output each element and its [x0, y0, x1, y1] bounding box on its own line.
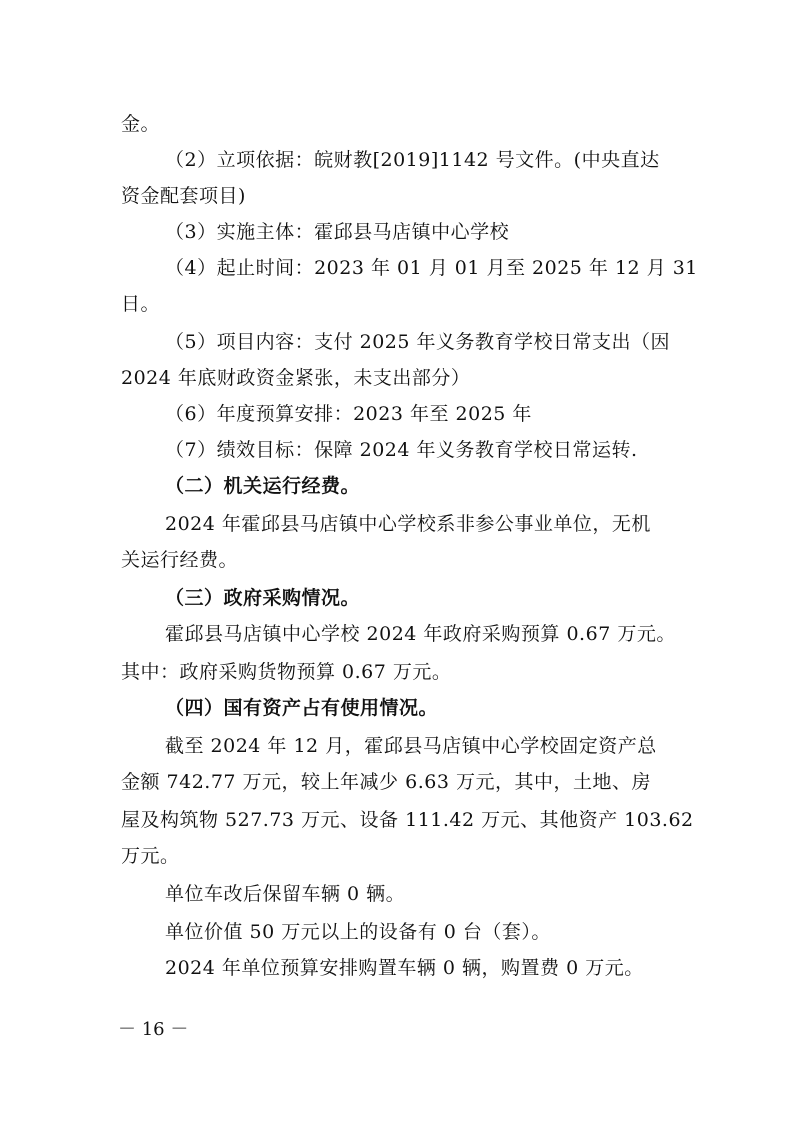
text-line-equipment: 单位价值 50 万元以上的设备有 0 台（套）。 [165, 921, 551, 943]
text-line-period: （4）起止时间：2023 年 01 月 01 月至 2025 年 12 月 31 [165, 257, 698, 279]
text-line-procurement-cont: 其中：政府采购货物预算 0.67 万元。 [121, 661, 452, 683]
text-line-period-cont: 日。 [121, 293, 161, 315]
text-line-assets-cont-2: 屋及构筑物 527.73 万元、设备 111.42 万元、其他资产 103.62 [121, 809, 694, 831]
text-line-content-cont: 2024 年底财政资金紧张，未支出部分） [121, 367, 471, 389]
text-line-assets: 截至 2024 年 12 月，霍邱县马店镇中心学校固定资产总 [165, 735, 657, 757]
text-line-vehicles: 单位车改后保留车辆 0 辆。 [165, 883, 406, 905]
text-line-assets-cont-1: 金额 742.77 万元，较上年减少 6.63 万元，其中，土地、房 [121, 771, 651, 793]
text-line-entity: （3）实施主体：霍邱县马店镇中心学校 [165, 221, 510, 243]
section-heading-procurement: （三）政府采购情况。 [165, 587, 361, 609]
text-line-continuation: 金。 [121, 113, 161, 135]
text-line-basis: （2）立项依据：皖财教[2019]1142 号文件。(中央直达 [165, 149, 660, 171]
text-line-content: （5）项目内容：支付 2025 年义务教育学校日常支出（因 [165, 331, 671, 353]
section-heading-operating-costs: （二）机关运行经费。 [165, 475, 361, 497]
text-line-operating-costs-cont: 关运行经费。 [121, 549, 239, 571]
text-line-assets-cont-3: 万元。 [121, 845, 180, 867]
text-line-basis-cont: 资金配套项目) [121, 185, 246, 207]
section-heading-assets: （四）国有资产占有使用情况。 [165, 697, 439, 719]
text-line-vehicle-purchase: 2024 年单位预算安排购置车辆 0 辆，购置费 0 万元。 [165, 957, 644, 979]
text-line-budget: （6）年度预算安排：2023 年至 2025 年 [165, 403, 532, 425]
text-line-goal: （7）绩效目标：保障 2024 年义务教育学校日常运转. [165, 439, 638, 461]
text-line-procurement: 霍邱县马店镇中心学校 2024 年政府采购预算 0.67 万元。 [165, 623, 676, 645]
text-line-operating-costs: 2024 年霍邱县马店镇中心学校系非参公事业单位，无机 [165, 513, 651, 535]
page-number: － 16 － [118, 1019, 189, 1040]
